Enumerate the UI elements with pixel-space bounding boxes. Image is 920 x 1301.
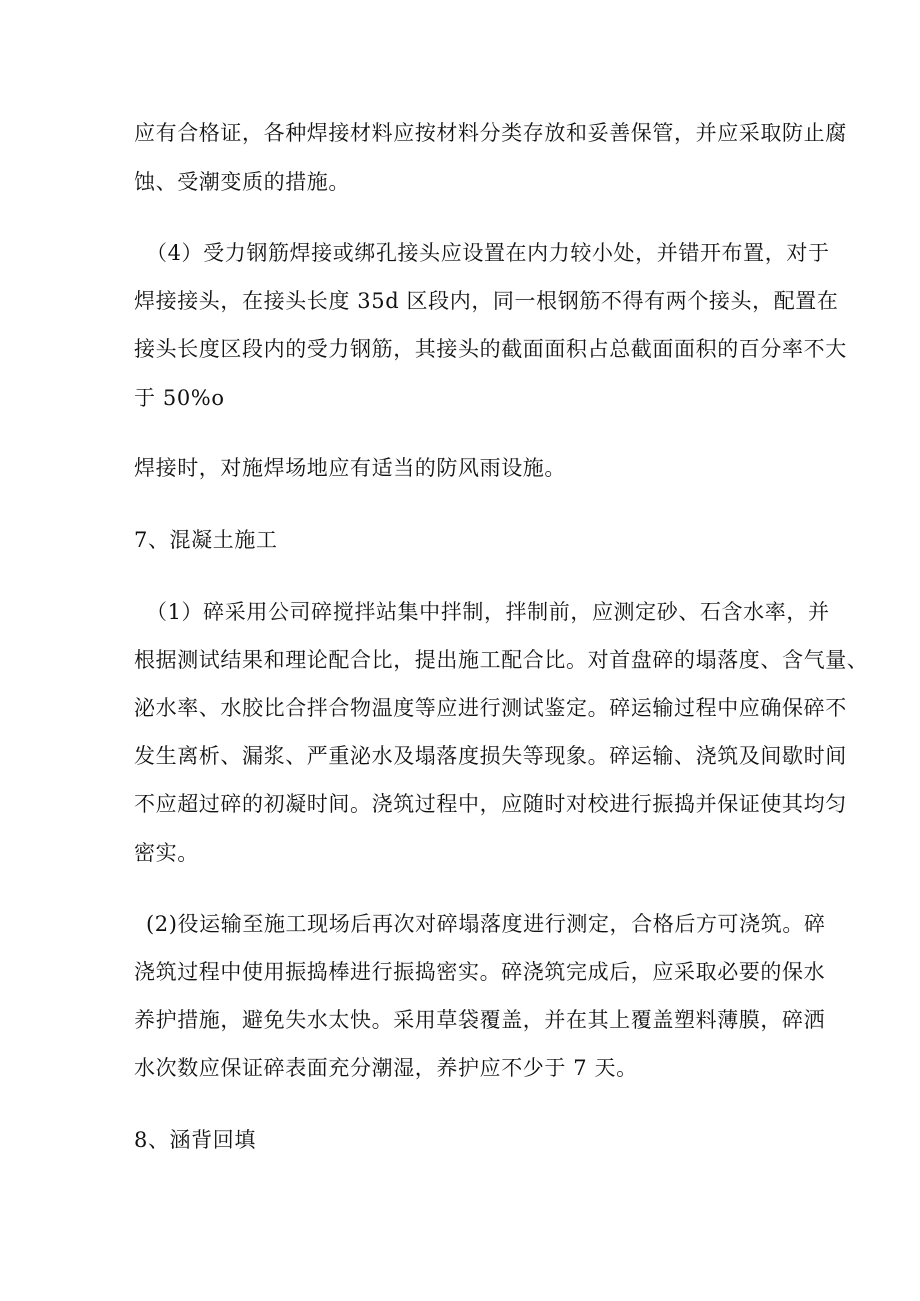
text-line: 接头长度区段内的受力钢筋，其接头的截面面积占总截面面积的百分率不大 <box>134 337 847 361</box>
text-line: 养护措施，避免失水太快。采用草袋覆盖，并在其上覆盖塑料薄膜，碎洒 <box>134 1008 826 1032</box>
text-line: 密实。 <box>134 841 199 865</box>
text-line: 应有合格证，各种焊接材料应按材料分类存放和妥善保管，并应采取防止腐 <box>134 121 847 145</box>
text-line: （4）受力钢筋焊接或绑孔接头应设置在内力较小处，并错开布置，对于 <box>146 241 830 265</box>
text-line: （1）碎采用公司碎搅拌站集中拌制，拌制前，应测定砂、石含水率，并 <box>146 600 830 624</box>
section-heading: 7、混凝土施工 <box>134 528 278 552</box>
text-line: 不应超过碎的初凝时间。浇筑过程中，应随时对校进行振捣并保证使其均匀 <box>134 792 847 816</box>
text-line: 焊接时，对施焊场地应有适当的防风雨设施。 <box>134 456 566 480</box>
text-line: 发生离析、漏浆、严重泌水及塌落度损失等现象。碎运输、浇筑及间歇时间 <box>134 744 847 768</box>
text-line: 根据测试结果和理论配合比，提出施工配合比。对首盘碎的塌落度、含气量、 <box>134 648 869 672</box>
text-line: 于 50%o <box>134 386 225 410</box>
text-line: 泌水率、水胶比合拌合物温度等应进行测试鉴定。碎运输过程中应确保碎不 <box>134 696 847 720</box>
text-line: 蚀、受潮变质的措施。 <box>134 170 350 194</box>
text-line: 浇筑过程中使用振捣棒进行振捣密实。碎浇筑完成后，应采取必要的保水 <box>134 960 826 984</box>
text-line: 焊接接头，在接头长度 35d 区段内，同一根钢筋不得有两个接头，配置在 <box>134 289 839 313</box>
text-line: (2)役运输至施工现场后再次对碎塌落度进行测定，合格后方可浇筑。碎 <box>146 912 826 936</box>
text-line: 水次数应保证碎表面充分潮湿，养护应不少于 7 天。 <box>134 1056 638 1080</box>
section-heading: 8、涵背回填 <box>134 1128 256 1152</box>
